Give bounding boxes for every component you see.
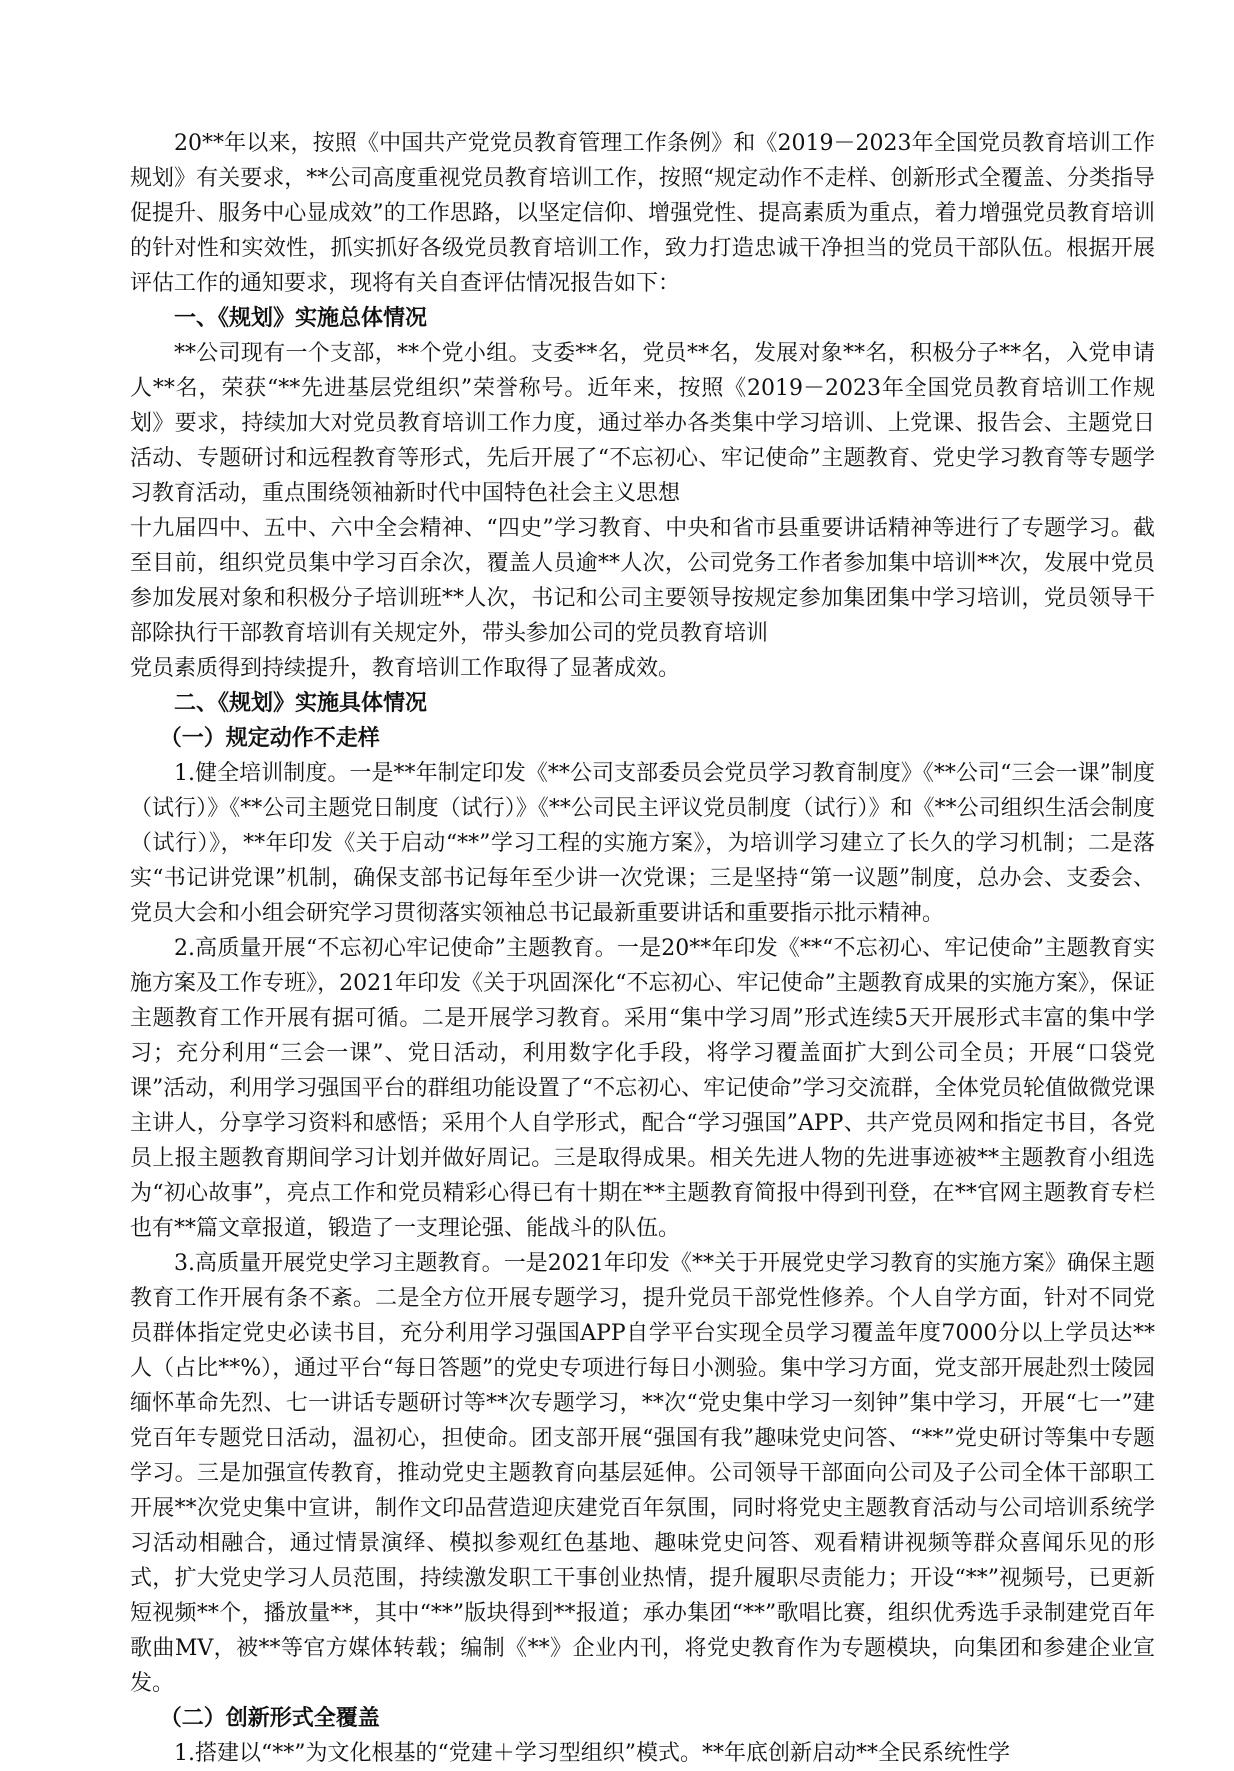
section-heading-2: 二、《规划》实施具体情况 xyxy=(174,690,428,716)
document-body xyxy=(130,126,1155,1771)
subsection-heading-1: （一）规定动作不走样 xyxy=(159,725,380,751)
subsection-heading-2: （二）创新形式全覆盖 xyxy=(159,1705,380,1731)
item-1-paragraph: 1.健全培训制度。一是**年制定印发《**公司支部委员会党员学习教育制度》《**公司“三会一课”制度（试行）》《**公司主题党日制度（试行）》《**公司民主评议党员制度（试行）》和《**公司组织生活会制度（试行）》，**年印发《关于启动“**”学习工程的实施方案》，为培训学习建立了长久的学习机制；二是落实“书记讲党课”机制，确保支部书记每年至少讲一次党课；三是坚持“第一议题”制度，总办会、支委会、党员大会和小组会研究学习贯彻落实领袖总书记最新重要讲话和重要指示批示精神。 xyxy=(130,761,1155,926)
section-heading-1: 一、《规划》实施总体情况 xyxy=(174,305,428,331)
item-b1-paragraph: 1.搭建以“**”为文化根基的“党建＋学习型组织”模式。**年底创新启动**全民系统性学 xyxy=(174,1741,1010,1766)
item-2-paragraph: 2.高质量开展“不忘初心牢记使命”主题教育。一是20**年印发《**“不忘初心、牢记使命”主题教育实施方案及工作专班》，2021年印发《关于巩固深化“不忘初心、牢记使命”主题教育成果的实施方案》，保证主题教育工作开展有据可循。二是开展学习教育。采用“集中学习周”形式连续5天开展形式丰富的集中学习；充分利用“三会一课”、党日活动，利用数字化手段，将学习覆盖面扩大到公司全员；开展“口袋党课”活动，利用学习强国平台的群组功能设置了“不忘初心、牢记使命”学习交流群，全体党员轮值做微党课主讲人，分享学习资料和感悟；采用个人自学形式，配合“学习强国”APP、共产党员网和指定书目，各党员上报主题教育期间学习计划并做好周记。三是取得成果。相关先进人物的先进事迹被**主题教育小组选为“初心故事”，亮点工作和党员精彩心得已有十期在**主题教育简报中得到刊登，在**官网主题教育专栏也有**篇文章报道，锻造了一支理论强、能战斗的队伍。 xyxy=(130,936,1155,1241)
item-3-paragraph: 3.高质量开展党史学习主题教育。一是2021年印发《**关于开展党史学习教育的实施方案》确保主题教育工作开展有条不紊。二是全方位开展专题学习，提升党员干部党性修养。个人自学方面，针对不同党员群体指定党史必读书目，充分利用学习强国APP自学平台实现全员学习覆盖年度7000分以上学员达**人（占比**%），通过平台“每日答题”的党史专项进行每日小测验。集中学习方面，党支部开展赴烈士陵园缅怀革命先烈、七一讲话专题研讨等**次专题学习，**次“党史集中学习一刻钟”集中学习，开展“七一”建党百年专题党日活动，温初心，担使命。团支部开展“强国有我”趣味党史问答、“**”党史研讨等集中专题学习。三是加强宣传教育，推动党史主题教育向基层延伸。公司领导干部面向公司及子公司全体干部职工开展**次党史集中宣讲，制作文印品营造迎庆建党百年氛围，同时将党史主题教育活动与公司培训系统学习活动相融合，通过情景演绎、模拟参观红色基地、趣味党史问答、观看精讲视频等群众喜闻乐见的形式，扩大党史学习人员范围，持续激发职工干事创业热情，提升履职尽责能力；开设“**”视频号，已更新短视频**个，播放量**，其中“**”版块得到**报道；承办集团“**”歌唱比赛，组织优秀选手录制建党百年歌曲MV，被**等官方媒体转载；编制《**》企业内刊，将党史教育作为专题模块，向集团和参建企业宣发。 xyxy=(130,1251,1155,1696)
intro-paragraph: 20**年以来，按照《中国共产党党员教育管理工作条例》和《2019－2023年全国党员教育培训工作规划》有关要求，**公司高度重视党员教育培训工作，按照“规定动作不走样、创新形式全覆盖、分类指导促提升、服务中心显成效”的工作思路，以坚定信仰、增强党性、提高素质为重点，着力增强党员教育培训的针对性和实效性，抓实抓好各级党员教育培训工作，致力打造忠诚干净担当的党员干部队伍。根据开展评估工作的通知要求，现将有关自查评估情况报告如下： xyxy=(130,131,1155,296)
section-1-paragraph: **公司现有一个支部，**个党小组。支委**名，党员**名，发展对象**名，积极分子**名，入党申请人**名，荣获“**先进基层党组织”荣誉称号。近年来，按照《2019－2023年全国党员教育培训工作规划》要求，持续加大对党员教育培训工作力度，通过举办各类集中学习培训、上党课、报告会、主题党日活动、专题研讨和远程教育等形式，先后开展了“不忘初心、牢记使命”主题教育、党史学习教育等专题学习教育活动，重点围绕领袖新时代中国特色社会主义思想 十九届四中、五中、六中全会精神、“四史”学习教育、中央和省市县重要讲话精神等进行了专题学习。截至目前，组织党员集中学习百余次，覆盖人员逾**人次，公司党务工作者参加集中培训**次，发展中党员参加发展对象和积极分子培训班**人次，书记和公司主要领导按规定参加集团集中学习培训，党员领导干部除执行干部教育培训有关规定外，带头参加公司的党员教育培训 党员素质得到持续提升，教育培训工作取得了显著成效。 xyxy=(130,341,1155,681)
